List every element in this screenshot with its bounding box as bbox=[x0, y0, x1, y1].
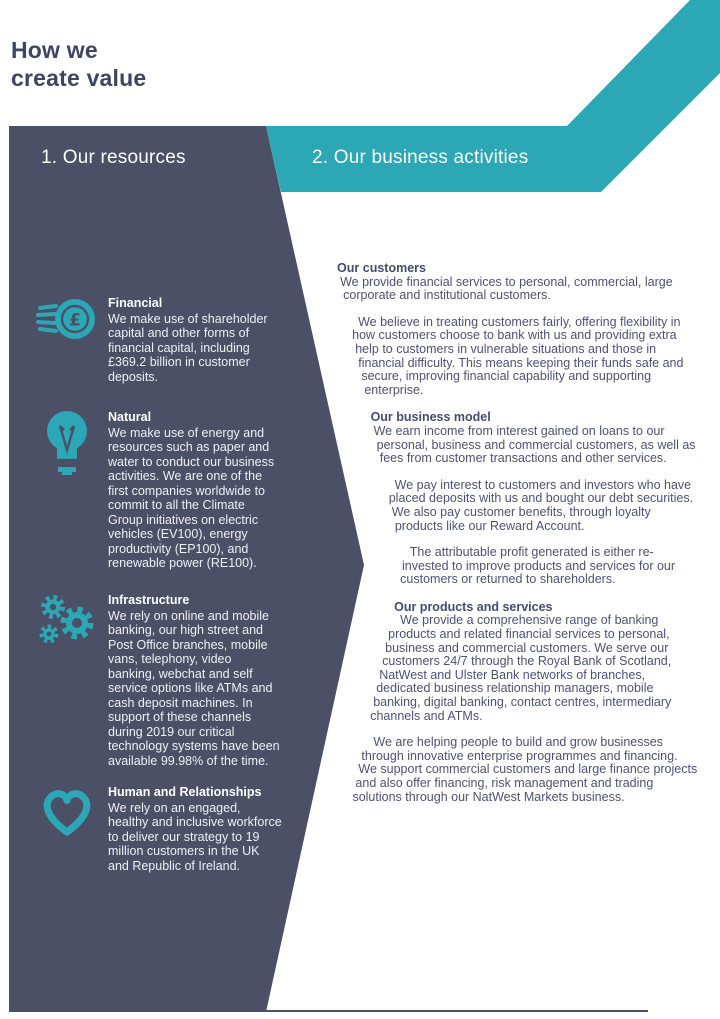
paragraph-products-1: We provide a comprehensive range of banking products and related financial services to personal, business and commercial customers. We serve our customers 24/7 through the Royal Bank of Scotland, NatWest and Ulster Bank networks of branches, dedicated business relationship managers, mobile banking, digital banking, contact centres, intermediary channels and ATMs. bbox=[370, 613, 672, 723]
resource-text-financial bbox=[108, 296, 282, 384]
resource-text-infrastructure bbox=[108, 593, 282, 768]
paragraph-business-model-3: The attributable profit generated is either re-invested to improve products and services for our customers or returned to shareholders. bbox=[400, 545, 676, 587]
paragraph-business-model-2: We pay interest to customers and investors who have placed deposits with us and bought our debt securities. We also pay customer benefits, through loyalty products like our Reward Account. bbox=[388, 477, 694, 533]
resources-section-label: 1. Our resources bbox=[41, 147, 186, 168]
resource-body-financial: We make use of shareholder capital and other forms of financial capital, including £369.2 billion in customer deposits. bbox=[108, 311, 268, 384]
resource-body-infrastructure: We rely on online and mobile banking, our high street and Post Office branches, mobile vans, telephony, video banking, webchat and self service options like ATMs and cash deposit machines. In support of these channels during 2019 our critical technology systems have been available 99.98% of the time. bbox=[108, 608, 280, 768]
resource-title-human: Human and Relationships bbox=[108, 785, 262, 799]
resource-item-financial bbox=[36, 296, 282, 384]
page-title-line1: How we bbox=[11, 37, 98, 63]
resource-title-infrastructure: Infrastructure bbox=[108, 593, 190, 607]
heading-our-business-model: Our business model bbox=[370, 410, 491, 425]
pound-coin-icon bbox=[36, 296, 98, 384]
lightbulb-icon bbox=[36, 410, 98, 571]
svg-text:£: £ bbox=[69, 310, 81, 331]
paragraph-products-2: We are helping people to build and grow businesses through innovative enterprise programmes and financing. We support commercial customers and large finance projects and also offer financing, risk management and trading solutions through our NatWest Markets business. bbox=[352, 735, 698, 804]
heart-icon bbox=[36, 785, 98, 873]
resource-item-human bbox=[36, 785, 282, 873]
page-title-line2: create value bbox=[11, 65, 147, 91]
paragraph-business-model-1: We earn income from interest gained on loans to our personal, business and commercial customers, as well as fees from customer transactions and other services. bbox=[373, 423, 696, 466]
resource-body-human: We rely on an engaged, healthy and inclusive workforce to deliver our strategy to 19 million customers in the UK and Republic of Ireland. bbox=[108, 800, 282, 873]
paragraph-customers-2: We believe in treating customers fairly, offering flexibility in how customers choose to bank with us and providing extra help to customers in vulnerable situations and those in financial difficulty. This means keeping their funds safe and secure, improving financial capability and supporting enterprise. bbox=[352, 314, 684, 397]
resource-item-infrastructure bbox=[36, 593, 282, 768]
resource-text-human bbox=[108, 785, 282, 873]
resource-title-financial: Financial bbox=[108, 296, 163, 310]
heading-our-customers: Our customers bbox=[337, 261, 426, 275]
paragraph-customers-1: We provide financial services to personal, commercial, large corporate and institutional customers. bbox=[340, 274, 673, 303]
business-activities-content bbox=[296, 262, 698, 1019]
resource-item-natural bbox=[36, 410, 282, 571]
resource-text-natural bbox=[108, 410, 282, 571]
gears-icon bbox=[36, 593, 98, 768]
business-activities-section-label: 2. Our business activities bbox=[312, 147, 529, 168]
resource-title-natural: Natural bbox=[108, 410, 152, 424]
resource-body-natural: We make use of energy and resources such as paper and water to conduct our business activities. We are one of the first companies worldwide to commit to all the Climate Group initiatives on electric vehicles (EV100), energy productivity (EP100), and renewable power (RE100). bbox=[108, 425, 275, 570]
heading-our-products-and-services: Our products and services bbox=[394, 599, 553, 614]
page-title bbox=[11, 36, 311, 92]
